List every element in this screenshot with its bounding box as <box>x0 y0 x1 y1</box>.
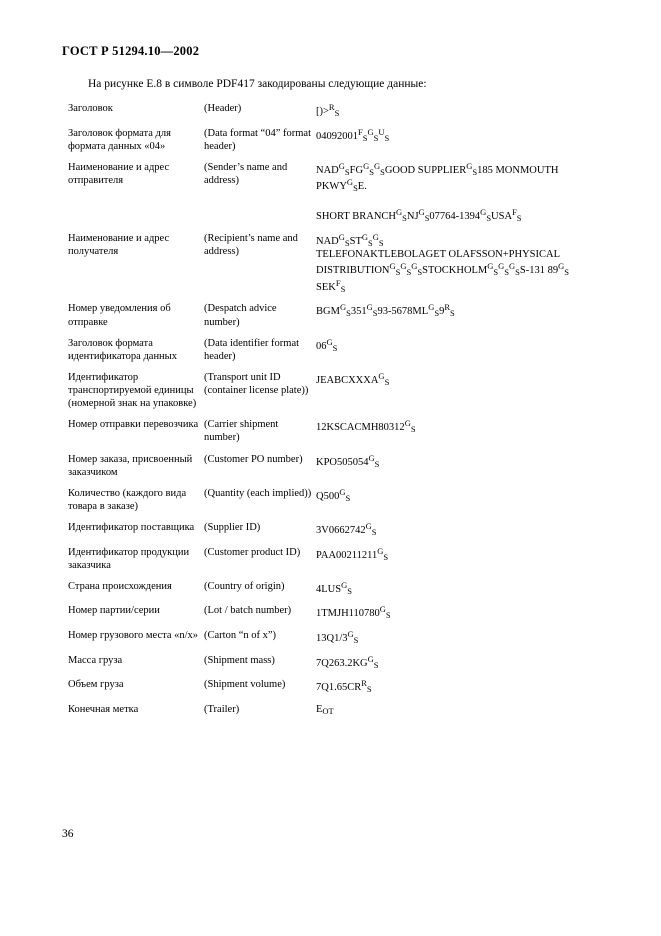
field-name-ru: Заголовок формата для формата данных «04» <box>68 127 171 152</box>
field-name-en: (Carrier shipment number) <box>204 419 279 444</box>
field-name-en: (Lot / batch number) <box>204 605 292 617</box>
table-body <box>68 98 610 720</box>
encoded-value-line: $06^G_S$ <box>316 336 338 353</box>
field-name-ru: Заголовок <box>68 103 113 114</box>
encoded-value-line: TELEFONAKTLEBOLAGET OLAFSSON+PHYSICAL <box>316 249 561 261</box>
field-name-ru: Количество (каждого вида товара в заказе) <box>68 487 187 512</box>
encoded-value-line: $E_{OT}$ <box>316 703 334 716</box>
page-header: ГОСТ Р 51294.10—2002 <box>62 44 200 58</box>
field-name-ru: Номер грузового места «n/x» <box>68 630 199 641</box>
encoded-value-line: $7Q1.65CR^R_S$ <box>316 678 372 695</box>
encoded-value-line: $JEABCXXXA^G_S$ <box>316 370 390 387</box>
table-row <box>68 228 610 299</box>
field-name-en: (Customer product ID) <box>204 546 301 558</box>
table-row <box>68 576 610 601</box>
table-row <box>68 98 610 123</box>
encoded-value-line: $Q500^G_S$ <box>316 486 351 503</box>
encoded-value <box>316 600 610 625</box>
encoded-value <box>316 98 610 123</box>
encoded-value <box>316 228 610 299</box>
field-name-ru: Наименование и адрес получателя <box>68 232 170 257</box>
table-row <box>68 674 610 699</box>
field-name-en: (Data format “04” format header) <box>204 127 311 152</box>
field-name-en: (Transport unit ID (container license plate)) <box>204 371 309 397</box>
encoded-value <box>316 517 610 542</box>
encoded-value <box>316 650 610 675</box>
table-row <box>68 625 610 650</box>
encoded-value-line: $12KSCACMH80312^G_S$ <box>316 418 416 435</box>
field-name-en: (Quantity (each implied)) <box>204 487 312 499</box>
field-name-ru: Идентификатор продукции заказчика <box>68 546 190 571</box>
field-name-ru: Страна происхождения <box>68 580 172 592</box>
encoded-value <box>316 542 610 576</box>
encoded-value-line <box>316 194 606 207</box>
field-name-en: (Shipment volume) <box>204 679 286 691</box>
field-name-en: (Supplier ID) <box>204 522 261 534</box>
table-row <box>68 123 610 157</box>
field-name-ru: Наименование и адрес отправителя <box>68 161 170 186</box>
encoded-value-line: $04092001^F_S^G_S^U_S$ <box>316 126 390 143</box>
field-name-en: (Recipient’s name and address) <box>204 232 298 257</box>
encoded-value <box>316 674 610 699</box>
table-row <box>68 333 610 367</box>
table-row <box>68 449 610 483</box>
encoded-value <box>316 576 610 601</box>
table-row <box>68 650 610 675</box>
encoded-value-line: $DISTRIBUTION^G_S^G_S^G_SSTOCKHOLM^G_S^G_S^G_SS-131$ $89^G_S$ <box>316 261 569 278</box>
encoded-value-line: $3V0662742^G_S$ <box>316 521 377 537</box>
encoded-value <box>316 367 610 414</box>
field-name-ru: Номер партии/серии <box>68 605 160 617</box>
encoded-value-line: $NAD^G_SFG^G_S^G_SGOOD$ $SUPPLIER^G_S185$ MONMOUTH <box>316 160 559 177</box>
encoded-value <box>316 449 610 483</box>
field-name-ru: Номер уведомления об отправке <box>68 303 171 328</box>
field-name-ru: Конечная метка <box>68 703 139 715</box>
encoded-value-line: $1TMJH110780^G_S$ <box>316 604 391 621</box>
field-name-en: (Carton “n of x”) <box>204 630 277 641</box>
field-name-ru: Масса груза <box>68 654 123 666</box>
field-name-en: (Country of origin) <box>204 580 285 592</box>
field-name-en: (Header) <box>204 103 242 114</box>
table-row <box>68 414 610 448</box>
encoded-value <box>316 625 610 650</box>
field-name-ru: Номер отправки перевозчика <box>68 419 199 431</box>
table-row <box>68 517 610 542</box>
table-row <box>68 367 610 414</box>
table-row <box>68 157 610 228</box>
field-name-en: (Despatch advice number) <box>204 303 277 328</box>
encoded-value-line: $13Q1/3^G_S$ <box>316 629 359 645</box>
encoded-value-line: $KPO505054^G_S$ <box>316 452 380 469</box>
field-name-en: (Shipment mass) <box>204 654 275 666</box>
page-number: 36 <box>62 828 74 840</box>
field-name-ru: Объем груза <box>68 679 124 691</box>
encoded-value-line: $7Q263.2KG^G_S$ <box>316 653 379 670</box>
table-row <box>68 483 610 517</box>
table-row <box>68 600 610 625</box>
field-name-en: (Sender’s name and address) <box>204 161 288 186</box>
table-row <box>68 699 610 721</box>
encoded-value-line: $4LUS^G_S$ <box>316 579 352 596</box>
encoded-value-line: $NAD^G_SST^G_S^G_S$ <box>316 231 384 248</box>
field-name-en: (Trailer) <box>204 703 240 715</box>
encoded-value <box>316 157 610 228</box>
intro-paragraph: На рисунке Е.8 в символе PDF417 закодированы следующие данные: <box>88 78 427 90</box>
field-name-en: (Data identifier format header) <box>204 337 300 362</box>
encoded-value-line: $BGM^G_S351^G_S93-5678ML^G_S9^R_S$ <box>316 302 455 319</box>
encoded-data-table <box>68 98 610 720</box>
table-row <box>68 298 610 332</box>
field-name-ru: Заголовок формата идентификатора данных <box>68 337 177 362</box>
field-name-ru: Идентификатор поставщика <box>68 522 195 534</box>
encoded-value-line: $SEK^F_S$ <box>316 277 346 294</box>
field-name-en: (Customer PO number) <box>204 453 303 465</box>
encoded-value <box>316 483 610 517</box>
encoded-value <box>316 414 610 448</box>
encoded-value-line: $PKWY^G_SE$. <box>316 177 367 194</box>
encoded-value-line: SHORT $BRANCH^G_SNJ^G_S07764-1394^G_SUSA^F_S$ <box>316 207 522 223</box>
encoded-value-line: $PAA00211211^G_S$ <box>316 545 389 562</box>
encoded-value <box>316 123 610 157</box>
encoded-value-line: [)>$^R_S$ <box>316 102 340 118</box>
field-name-ru: Номер заказа, присвоенный заказчиком <box>68 453 193 478</box>
encoded-value <box>316 298 610 332</box>
field-name-ru: Идентификатор транспортируемой единицы (номерной знак на упаковке) <box>68 371 197 410</box>
encoded-value <box>316 699 610 721</box>
encoded-value <box>316 333 610 367</box>
table-row <box>68 542 610 576</box>
